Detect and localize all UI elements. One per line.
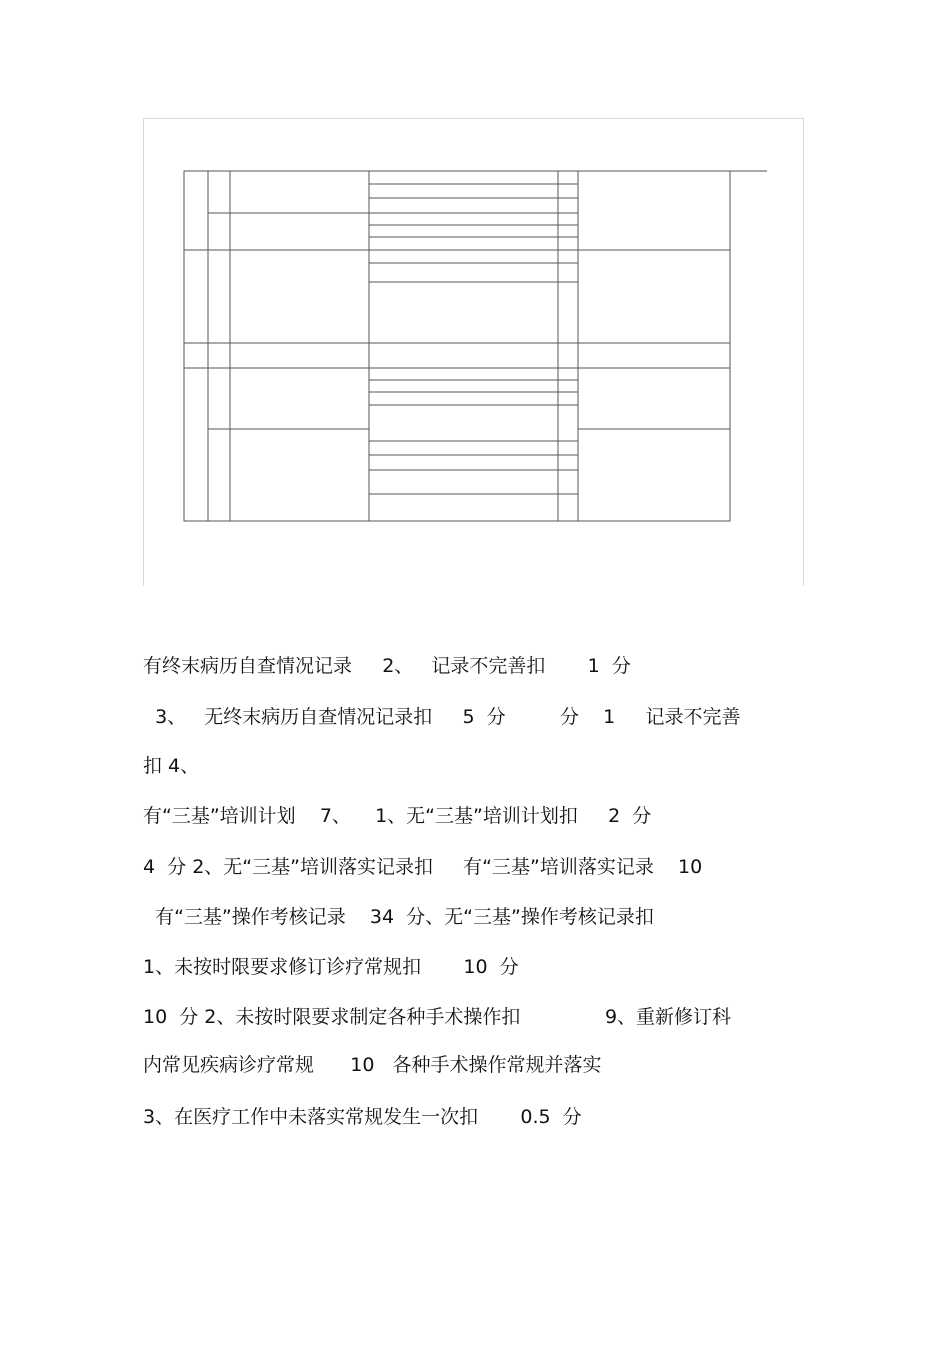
text-line: 3、在医疗工作中未落实常规发生一次扣 0.5 分 xyxy=(143,1106,582,1128)
text-line: 内常见疾病诊疗常规 10 各种手术操作常规并落实 xyxy=(143,1054,602,1076)
text-line: 有终末病历自查情况记录 2、 记录不完善扣 1 分 xyxy=(143,655,631,677)
text-line: 有“三基”培训计划 7、 1、无“三基”培训计划扣 2 分 xyxy=(143,805,652,827)
table-outline xyxy=(184,171,730,521)
text-line: 有“三基”操作考核记录 34 分、无“三基”操作考核记录扣 xyxy=(143,906,654,928)
text-line: 3、 无终末病历自查情况记录扣 5 分 分 1 记录不完善 xyxy=(143,706,741,728)
text-line: 1、未按时限要求修订诊疗常规扣 10 分 xyxy=(143,956,519,978)
empty-table-grid xyxy=(0,0,950,600)
text-line: 扣 4、 xyxy=(143,755,200,777)
text-line: 10 分 2、未按时限要求制定各种手术操作扣 9、重新修订科 xyxy=(143,1006,732,1028)
text-line: 4 分 2、无“三基”培训落实记录扣 有“三基”培训落实记录 10 xyxy=(143,856,703,878)
